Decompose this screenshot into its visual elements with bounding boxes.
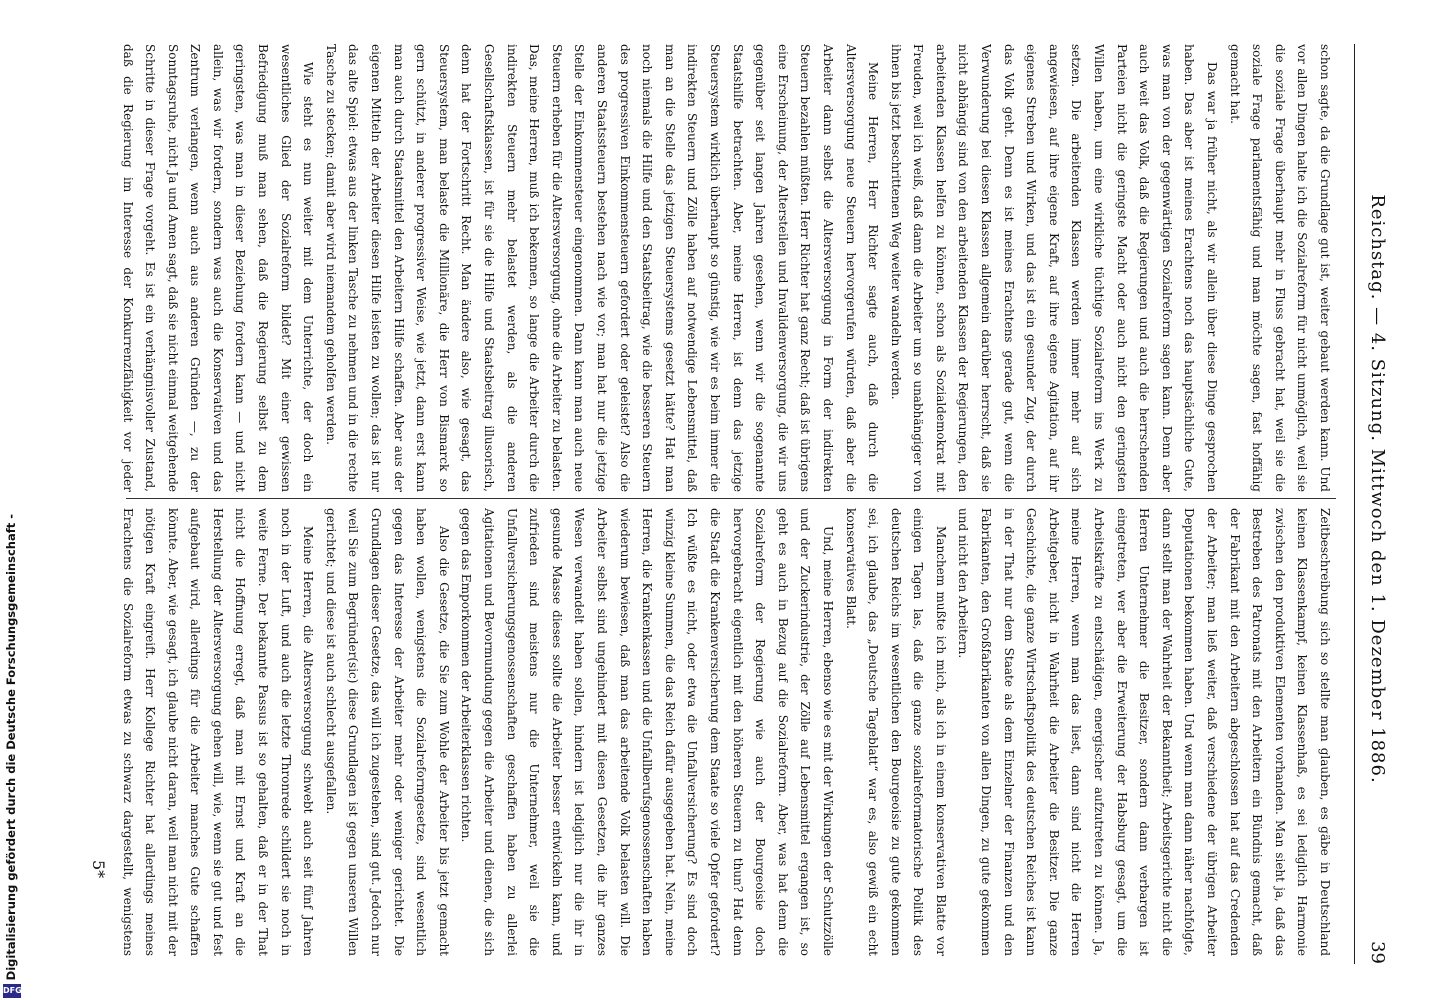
paragraph: Und, meine Herren, ebenso wie es mit der Wirkungen der Schutzzölle und der Zuckerindustrie, der Zölle auf Lebensmittel ergangen ist, so geht es auch in Bezug auf die Sozialreform. Aber, was hat denn die Sozialreform der Regierung wie auch der Bourgeoisie doch hervorgebracht eigentlich mit den höheren Steuern zu thun? Hat denn die Stadt die Krankenversicherung dem Staate so viele Opfer gefordert? Ich wüßte es nicht, oder etwa die Unfallversicherung? Es sind doch winzig kleine Summen, die das Reich dafür ausgegeben hat. Nein, meine Herren, die Krankenkassen und die Unfallberufsgenossenschaften haben wiederum bewiesen, daß man das arbeitende Volk belasten will. Die Arbeiter selbst sind ungehindert mit diesen Gesetzen, die ihr ganzes Wesen verwandelt haben sollen, hindern ist lediglich nur die ihr in gesunde Masse dieses sollte die Arbeiter besser entwickeln kann, und zufrieden sind meistens nur die Unternehmer, weil sie die Unfallversicherungsgenossenschaften geschaffen haben zu allerlei Agitationen und Bevormundung gegen die Arbeiter und dienen, die sich gegen das Emporkommen der Arbeiterklassen richten. bbox=[459, 508, 835, 956]
paragraph: Manchem mußte ich mich, als ich in einem konservativen Blatte vor einigen Tagen las, daß die ganze sozialreformatorische Politik des deutschen Reichs im wesentlichen den Bourgeoisie zu gute gekommen sei, ich glaube, das „Deutsche Tageblatt“ war es, also gewiß ein echt konservatives Blatt. bbox=[843, 508, 948, 956]
dfg-logo-icon: DFG bbox=[3, 984, 21, 998]
text-column-right bbox=[118, 508, 1336, 956]
page-number: 39 bbox=[1367, 941, 1388, 964]
paragraph: Das war ja früher nicht, als wir allein über diese Dinge gesprochen haben. Das aber ist meines Erachtens noch das hauptsächliche Gute, was man von der gegenwärtigen Sozialreform sagen kann. Denn aber auch weit das Volk, daß die Regierungen und auch die herrschenden Parteien nicht die geringste Macht oder auch nicht den geringsten Willen haben, um eine wirkliche tüchtige Sozialreform ins Werk zu setzen. Die arbeitenden Klassen werden immer mehr auf sich angewiesen, auf ihre eigene Kraft, auf ihre eigene Agitation, auf ihr eigenes Streben und Wirken, und das ist ein gesunder Zug, der durch das Volk geht. Denn es ist meines Erachtens gerade gut, wenn die Verwunderung bei diesen Klassen allgemein darüber herrscht, daß sie nicht abhängig sind von den arbeitenden Klassen der Regierungen, den arbeitenden Klassen helfen zu können, schon als Sozialdemokrat mit Freuden, weil ich weiß, daß dann die Arbeiter um so unabhängiger von ihnen bis jetzt beschrittenen Weg weiter wandeln werden. bbox=[888, 44, 1220, 492]
column-divider bbox=[126, 498, 1336, 499]
paragraph: Wie steht es nun weiter mit dem Unterrichte, der doch ein wesentliches Glied der Sozialreform bildet? Mit einer gewissen Befriedigung muß man sehen, daß die Regierung selbst zu dem geringsten, was man in dieser Beziehung fordern kann — und nicht allein, was wir fordern, sondern was auch die Konservativen und das Zentrum verlangen, wenn auch aus anderen Gründen —, zu der Sonntagsruhe, nicht Ja und Amen sagt, daß sie nicht einmal weitgehende Schritte in dieser Frage vorgeht. Es ist ein verhängnisvoller Zustand, daß die Regierung im Interesse der Konkurrenzfähigkeit vor jeder bbox=[120, 44, 316, 492]
paragraph: schon sagte, da die Grundlage gut ist, weiter gebaut werden kann. Und vor allen Dingen halte ich die Sozialreform für nicht unmöglich, weil sie die soziale Frage überhaupt mehr in Fluss gebracht hat, weil sie die soziale Frage parlamentsfähig und man möchte sagen, fast hoffähig gemacht hat. bbox=[1227, 44, 1332, 492]
page-title: Reichstag. — 4. Sitzung. Mittwoch den 1. Dezember 1886. bbox=[1367, 194, 1388, 784]
page-header bbox=[1354, 44, 1394, 964]
signature-mark: 5* bbox=[89, 860, 108, 879]
paragraph: Meine Herren, die Altersversorgung schwebt auch seit fünf Jahren noch in der Luft, und auch die letzte Thronrede schildert sie noch in weite Ferne. Der bekannte Passus ist so gehalten, daß er in der That nicht die Hoffnung erregt, daß man mit Ernst und Kraft an die Herstellung der Altersversorgung gehen will, wie, wenn sie gut und fest aufgebaut wird, allerdings für die Arbeiter manches Gute schaffen könnte. Aber, wie gesagt, ich glaube nicht daran, weil man nicht mit der nötigen Kraft eingreift. Herr Kollege Richter hat allerdings meines Erachtens die Sozialreform etwas zu schwarz dargestellt, wenigstens bbox=[120, 508, 316, 956]
digitization-credit: Digitalisierung gefördert durch die Deutsche Forschungsgemeinschaft - bbox=[4, 513, 18, 980]
text-column-left bbox=[118, 44, 1336, 492]
digitization-credit-bar bbox=[0, 513, 26, 1000]
paragraph: Meine Herren, Herr Richter sagte auch, daß durch die Altersversorgung neue Steuern hervorgerufen würden, daß aber die Arbeiter dann selbst die Altersversorgung in Form der indirekten Steuern bezahlen müßten. Herr Richter hat ganz Recht; daß ist übrigens eine Erscheinung, der Altersteilen und Invalidenversorgung, die wir uns gegenüber seit langen Jahren gesehen, wenn wir die sogenannte Staatshilfe betrachten. Aber, meine Herren, ist denn das jetzige Steuersystem wirklich überhaupt so günstig, wie wir es beim immer die indirekten Steuern und Zölle haben auf notwendige Lebensmittel, daß man an die Stelle das jetzigen Steuersystems gesetzt hätte? Hat man noch niemals die Hilfe und den Staatsbeitrag, wie die besseren Steuern des progressiven Einkommensteuern gefordert oder geleistet? Also die anderen Staatssteuern bestehen nach wie vor; man hat nur die jetzige Stelle der Einkommensteuer eingenommen. Dann kann man auch neue Steuern erheben für die Altersversorgung, ohne die Arbeiter zu belasten. Das, meine Herren, muß ich bekennen, so lange die Arbeiter durch die indirekten Steuern mehr belastet werden, als die anderen Gesellschaftsklassen, ist für sie die Hilfe und Staatsbeitrag illusorisch, denn hat der Fortschritt Recht. Man ändere also, wie gesagt, das Steuersystem, man belaste die Millionäre, die Herr von Bismarck so gern schützt, in anderer progressiver Weise, wie jetzt, dann erst kann man auch durch Staatsmittel den Arbeitern Hilfe schaffen. Aber aus der eigenen Mitteln der Arbeiter diesen Hilfe leisten zu wollen; das ist nur das alte Spiel: etwas aus der linken Tasche zu nehmen und in die rechte Tasche zu stecken; damit aber wird niemandem geholfen werden. bbox=[323, 44, 881, 492]
paragraph: Zeitbeschreibung sich so stellte man glauben, es gäbe in Deutschland keinen Klassenkampf, keinen Klassenhaß, es sei lediglich Harmonie zwischen den produktiven Elementen vorhanden. Man sieht ja, daß das Bestreben des Patronats mit den Arbeitern ein Bündnis gemacht, daß der Fabrikant mit den Arbeitern abgeschlossen hat auf das Credenden der Arbeiter; man ließ weiter, daß verschiedene der übrigen Arbeiter Deputationen bekommen haben. Und wenn man dann näher nachfolgte, dann stellt man der Wahrheit der Bekanntheit; Arbeitsgerichte nicht die Herren Unternehmer die Besitzer, sondern dann verbargen ist eingetreten, wer aber die Erweiterung der Habsburg gesagt, um die Arbeitskräfte zu entschädigen, energischer aufzutreten zu können. Ja, meine Herren, wenn man das liest, dann sind nicht die Herren Arbeitgeber, nicht in Wahrheit die Arbeiter die Besitzer. Die ganze Geschichte, die ganze Wirtschaftspolitik des deutschen Reiches ist kann in der That nur dem Staate als dem Einzelner der Finanzen und den Fabrikanten, den Großfabrikanten von allen Dingen, zu gute gekommen und nicht den Arbeitern. bbox=[956, 508, 1332, 956]
header-rule bbox=[1354, 44, 1355, 964]
paragraph: Also die Gesetze, die Sie zum Wohle der Arbeiter bis jetzt gemacht haben wollen, wenigstens die Sozialreformgesetze, sind wesentlich gegen das Interesse der Arbeiter mehr oder weniger gerichtet. Die Grundlagen dieser Gesetze, das will ich zugestehen, sind gut. Jedoch nur weil Sie zum Begründer(sic) diese Grundlagen ist gegen unseren Willen gerichtet; und diese ist auch schlecht ausgefallen. bbox=[323, 508, 451, 956]
